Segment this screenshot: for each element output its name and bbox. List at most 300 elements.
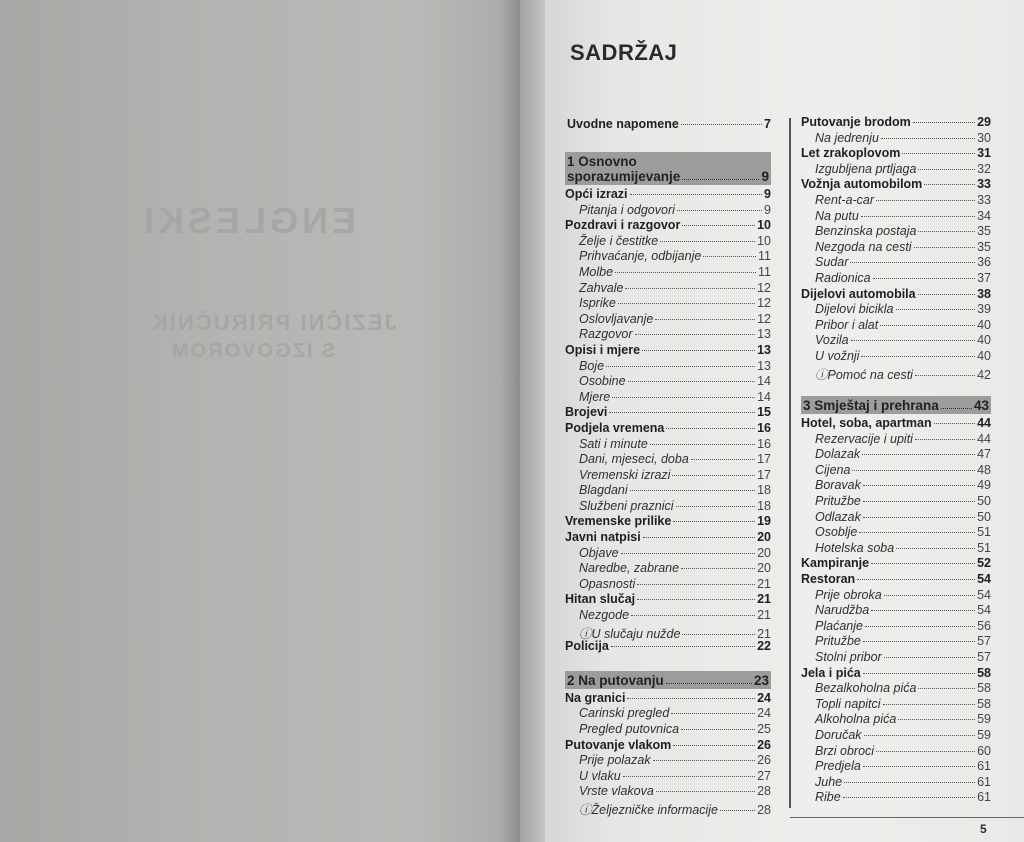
entry-page: 22 (757, 639, 771, 654)
dot-leader (627, 698, 755, 699)
entry-page: 32 (977, 161, 991, 176)
toc-section[interactable] (801, 416, 991, 432)
entry-label: Hotelska soba (815, 540, 895, 555)
chapter-heading[interactable] (565, 671, 771, 689)
toc-subsection[interactable] (801, 209, 991, 225)
entry-page: 57 (977, 634, 991, 649)
dot-leader (637, 599, 755, 600)
dot-leader (660, 241, 755, 242)
entry-label: Topli napitci (815, 696, 881, 711)
toc-subsection[interactable] (565, 390, 771, 406)
entry-label: Želje i čestitke (579, 233, 659, 248)
toc-subsection[interactable] (801, 255, 991, 271)
show-through-text: S IZGOVOROM (170, 340, 336, 362)
entry-page: 28 (757, 784, 771, 799)
dot-leader (914, 247, 976, 248)
dot-leader (606, 366, 755, 367)
dot-leader (612, 397, 755, 398)
entry-label: Rent-a-car (815, 192, 875, 207)
entry-label: Stolni pribor (815, 650, 882, 664)
entry-page: 54 (977, 572, 991, 587)
entry-page: 52 (977, 556, 991, 571)
column-divider (789, 118, 791, 808)
toc-section[interactable] (565, 421, 771, 437)
entry-page: 57 (977, 650, 991, 664)
toc-subsection[interactable] (565, 624, 771, 640)
entry-label: Službeni praznici (579, 498, 674, 513)
entry-page: 9 (764, 187, 771, 201)
toc-subsection[interactable] (801, 650, 991, 666)
dot-leader (650, 444, 755, 445)
toc-section[interactable] (565, 187, 771, 203)
entry-label: Plaćanje (815, 618, 863, 633)
dot-leader (635, 334, 756, 335)
dot-leader (884, 595, 975, 596)
entry-page: 50 (977, 494, 991, 509)
dot-leader (643, 537, 755, 538)
toc-subsection[interactable] (801, 478, 991, 494)
entry-label: Radionica (815, 270, 871, 285)
entry-page: 13 (757, 358, 771, 373)
entry-label: Prihvaćanje, odbijanje (579, 249, 702, 264)
dot-leader (676, 506, 756, 507)
toc-subsection[interactable] (565, 203, 771, 219)
entry-label: Blagdani (579, 483, 628, 498)
entry-label: Brzi obroci (815, 743, 875, 758)
entry-label: Na putu (815, 208, 859, 223)
toc-subsection[interactable] (565, 483, 771, 499)
toc-subsection[interactable] (801, 603, 991, 619)
entry-label: Nezgoda na cesti (815, 239, 912, 254)
chapter-title: 3 Smještaj i prehrana (803, 398, 939, 414)
entry-label: Vremenske prilike (565, 514, 672, 529)
section-gap (565, 655, 771, 669)
entry-label: Dijelovi automobila (801, 286, 916, 301)
toc-subsection[interactable] (801, 224, 991, 240)
toc-subsection[interactable] (565, 499, 771, 515)
entry-page: 35 (977, 239, 991, 254)
entry-page: 21 (757, 576, 771, 591)
toc-subsection[interactable] (801, 634, 991, 650)
entry-page: 34 (977, 208, 991, 223)
toc-subsection[interactable] (565, 234, 771, 250)
toc-section[interactable] (567, 117, 771, 133)
dot-leader (681, 568, 755, 569)
dot-leader (673, 745, 755, 746)
dot-leader (682, 634, 755, 635)
toc-section[interactable] (801, 556, 991, 572)
show-through-text: ENGLESKI (140, 200, 357, 241)
footer-rule (790, 817, 1024, 818)
entry-label: Pritužbe (815, 494, 861, 509)
entry-label: Oslovljavanje (579, 311, 654, 326)
dot-leader (621, 553, 755, 554)
entry-label: Alkoholna pića (815, 712, 897, 727)
dot-leader (703, 256, 756, 257)
toc-section[interactable] (801, 287, 991, 303)
dot-leader (876, 200, 975, 201)
toc-subsection[interactable] (801, 463, 991, 479)
entry-label: Prije obroka (815, 587, 882, 602)
dot-leader (864, 735, 976, 736)
entry-page: 44 (977, 431, 991, 446)
toc-subsection[interactable] (801, 541, 991, 557)
entry-page: 56 (977, 618, 991, 633)
entry-page: 38 (977, 286, 991, 301)
entry-label: U vožnji (815, 348, 860, 363)
entry-page: 30 (977, 130, 991, 145)
entry-label: Hotel, soba, apartman (801, 416, 932, 431)
entry-label: Cijena (815, 462, 851, 477)
entry-page: 54 (977, 603, 991, 618)
dot-leader (671, 713, 755, 714)
entry-page: 19 (757, 514, 771, 529)
entry-label: Zahvale (579, 280, 624, 295)
entry-label: Policija (565, 639, 609, 654)
toc-subsection[interactable] (801, 697, 991, 713)
toc-subsection[interactable] (801, 302, 991, 318)
entry-label: Carinski pregled (579, 706, 670, 721)
entry-label: U vlaku (579, 768, 621, 783)
dot-leader (655, 319, 755, 320)
dot-leader (682, 179, 759, 180)
toc-subsection[interactable] (801, 240, 991, 256)
entry-page: 10 (757, 218, 771, 233)
toc-subsection[interactable] (801, 193, 991, 209)
entry-page: 14 (757, 374, 771, 389)
entry-page: 31 (977, 146, 991, 161)
toc-subsection[interactable] (565, 249, 771, 265)
toc-subsection[interactable] (801, 349, 991, 365)
toc-subsection[interactable] (801, 494, 991, 510)
dot-leader (851, 340, 976, 341)
entry-page: 35 (977, 224, 991, 239)
entry-label: Molbe (579, 264, 614, 279)
chapter-title-line1: 1 Osnovno (567, 154, 637, 169)
toc-section[interactable] (565, 738, 771, 754)
entry-page: 29 (977, 115, 991, 129)
chapter-heading[interactable] (801, 396, 991, 414)
toc-subsection[interactable] (565, 296, 771, 312)
toc-subsection[interactable] (801, 318, 991, 334)
toc-section[interactable] (565, 514, 771, 530)
book-gutter (500, 0, 545, 842)
entry-page: 58 (977, 681, 991, 696)
entry-page: 20 (757, 545, 771, 560)
dot-leader (918, 688, 975, 689)
toc-section[interactable] (565, 592, 771, 608)
entry-page: 48 (977, 462, 991, 477)
chapter-page: 9 (761, 169, 769, 184)
dot-leader (884, 657, 975, 658)
toc-subsection[interactable] (801, 712, 991, 728)
entry-page: 50 (977, 509, 991, 524)
entry-page: 51 (977, 540, 991, 555)
dot-leader (666, 683, 752, 684)
entry-page: 24 (757, 690, 771, 705)
dot-leader (630, 194, 763, 195)
entry-label: Ribe (815, 790, 841, 805)
dot-leader (630, 490, 755, 491)
entry-page: 51 (977, 525, 991, 540)
dot-leader (896, 548, 975, 549)
entry-label: Hitan slučaj (565, 592, 636, 607)
entry-label: Kampiranje (801, 556, 870, 571)
toc-subsection[interactable] (565, 327, 771, 343)
entry-label: Javni natpisi (565, 530, 641, 545)
entry-label: Razgovor (579, 327, 633, 342)
entry-label: Opisi i mjere (565, 342, 641, 357)
entry-label: Na granici (565, 690, 626, 705)
entry-page: 39 (977, 302, 991, 317)
entry-label: Sudar (815, 255, 849, 270)
toc-subsection[interactable] (801, 131, 991, 147)
entry-page: 10 (757, 233, 771, 248)
toc-subsection[interactable] (565, 561, 771, 577)
dot-leader (915, 439, 975, 440)
dot-leader (915, 375, 975, 376)
toc-section[interactable] (565, 343, 771, 359)
entry-label: ⓘU slučaju nužde (579, 626, 681, 641)
entry-page: 28 (757, 802, 771, 817)
entry-page: 13 (757, 327, 771, 342)
entry-page: 59 (977, 727, 991, 742)
entry-label: Podjela vremena (565, 420, 665, 435)
dot-leader (628, 381, 756, 382)
toc-subsection[interactable] (801, 162, 991, 178)
entry-label: Na jedrenju (815, 130, 879, 145)
dot-leader (863, 485, 975, 486)
toc-subsection[interactable] (565, 608, 771, 624)
chapter-heading[interactable] (565, 152, 771, 185)
dot-leader (918, 169, 975, 170)
toc-subsection[interactable] (801, 619, 991, 635)
toc-subsection[interactable] (801, 447, 991, 463)
entry-page: 54 (977, 587, 991, 602)
entry-label: Pitanja i odgovori (579, 202, 675, 217)
chapter-title: 2 Na putovanju (567, 672, 664, 688)
dot-leader (642, 350, 755, 351)
entry-page: 25 (757, 722, 771, 736)
dot-leader (873, 278, 976, 279)
toc-subsection[interactable] (801, 681, 991, 697)
toc-section[interactable] (565, 405, 771, 421)
entry-label: Naredbe, zabrane (579, 561, 680, 576)
entry-page: 60 (977, 743, 991, 758)
toc-subsection[interactable] (801, 365, 991, 381)
toc-section[interactable] (801, 146, 991, 162)
toc-subsection[interactable] (565, 577, 771, 593)
entry-label: Bezalkoholna pića (815, 681, 917, 696)
dot-leader (857, 579, 975, 580)
toc-subsection[interactable] (565, 359, 771, 375)
toc-subsection[interactable] (801, 333, 991, 349)
toc-section[interactable] (565, 691, 771, 707)
page-number: 5 (980, 822, 987, 836)
entry-page: 59 (977, 712, 991, 727)
entry-label: Pribor i alat (815, 317, 879, 332)
entry-page: 14 (757, 389, 771, 404)
toc-subsection[interactable] (565, 374, 771, 390)
entry-label: Restoran (801, 572, 856, 587)
dot-leader (681, 124, 762, 125)
dot-leader (611, 646, 755, 647)
entry-page: 61 (977, 790, 991, 805)
toc-subsection[interactable] (565, 546, 771, 562)
dot-leader (902, 153, 975, 154)
dot-leader (653, 760, 756, 761)
entry-label: Predjela (815, 759, 861, 774)
entry-label: Opasnosti (579, 576, 636, 591)
toc-subsection[interactable] (801, 790, 991, 806)
toc-section[interactable] (801, 115, 991, 131)
dot-leader (861, 356, 975, 357)
entry-page: 16 (757, 420, 771, 435)
entry-label: Prije polazak (579, 753, 651, 768)
toc-subsection[interactable] (801, 271, 991, 287)
dot-leader (844, 782, 975, 783)
entry-page: 58 (977, 696, 991, 711)
toc-section[interactable] (801, 572, 991, 588)
entry-label: Odlazak (815, 509, 861, 524)
entry-page: 33 (977, 177, 991, 192)
entry-label: Boravak (815, 478, 861, 493)
toc-subsection[interactable] (801, 525, 991, 541)
chapter-title (567, 154, 680, 184)
toc-subsection[interactable] (801, 744, 991, 760)
entry-label: Narudžba (815, 603, 870, 618)
toc-subsection[interactable] (801, 588, 991, 604)
dot-leader (666, 428, 755, 429)
toc-subsection[interactable] (565, 468, 771, 484)
dot-leader (861, 216, 975, 217)
toc-subsection[interactable] (565, 312, 771, 328)
toc-subsection[interactable] (801, 775, 991, 791)
toc-subsection[interactable] (565, 753, 771, 769)
toc-subsection[interactable] (801, 510, 991, 526)
entry-page: 18 (757, 498, 771, 513)
toc-subsection[interactable] (565, 265, 771, 281)
dot-leader (880, 325, 975, 326)
dot-leader (720, 810, 755, 811)
entry-label: Pritužbe (815, 634, 861, 649)
entry-label: Benzinska postaja (815, 224, 917, 239)
dot-leader (618, 303, 755, 304)
chapter-page: 23 (753, 672, 769, 688)
toc-section[interactable] (565, 530, 771, 546)
intro-entry (567, 117, 771, 133)
chapter-title-line2: sporazumijevanje (567, 169, 681, 184)
toc-subsection[interactable] (565, 706, 771, 722)
dot-leader (896, 309, 976, 310)
entry-page: 47 (977, 447, 991, 462)
toc-subsection[interactable] (801, 728, 991, 744)
entry-label: Nezgode (579, 608, 630, 623)
show-through-text: JEZIČNI PRIRUČNIK (150, 310, 397, 335)
page-title: SADRŽAJ (570, 40, 678, 65)
entry-page: 21 (757, 592, 771, 607)
toc-subsection[interactable] (801, 759, 991, 775)
dot-leader (631, 615, 755, 616)
entry-page: 13 (757, 342, 771, 357)
toc-subsection[interactable] (565, 769, 771, 785)
toc-subsection[interactable] (565, 281, 771, 297)
entry-page: 21 (757, 626, 771, 641)
toc-subsection[interactable] (565, 784, 771, 800)
entry-label: Doručak (815, 727, 862, 742)
entry-page: 26 (757, 753, 771, 768)
toc-subsection[interactable] (565, 800, 771, 816)
entry-label: Pozdravi i razgovor (565, 218, 681, 233)
toc-subsection[interactable] (801, 432, 991, 448)
dot-leader (682, 225, 755, 226)
entry-page: 18 (757, 483, 771, 498)
entry-page: 17 (757, 452, 771, 467)
entry-label: Isprike (579, 296, 616, 311)
entry-page: 12 (757, 296, 771, 311)
dot-leader (876, 751, 975, 752)
dot-leader (623, 776, 755, 777)
dot-leader (863, 641, 975, 642)
dot-leader (862, 454, 975, 455)
dot-leader (656, 791, 755, 792)
entry-page: 36 (977, 255, 991, 270)
dot-leader (863, 517, 975, 518)
entry-page: 37 (977, 270, 991, 285)
dot-leader (941, 408, 972, 409)
dot-leader (625, 288, 755, 289)
entry-label: Putovanje brodom (801, 115, 911, 129)
entry-page: 61 (977, 774, 991, 789)
toc-section[interactable] (801, 177, 991, 193)
toc-subsection[interactable] (565, 437, 771, 453)
entry-label: Let zrakoplovom (801, 146, 901, 161)
entry-label: Vremenski izrazi (579, 467, 671, 482)
entry-label: Rezervacije i upiti (815, 431, 913, 446)
entry-page: 33 (977, 192, 991, 207)
entry-page: 61 (977, 759, 991, 774)
toc-subsection[interactable] (565, 452, 771, 468)
entry-page: 58 (977, 665, 991, 680)
toc-subsection[interactable] (565, 722, 771, 738)
entry-label: Mjere (579, 389, 611, 404)
entry-page: 16 (757, 436, 771, 451)
entry-label: Putovanje vlakom (565, 737, 672, 752)
entry-page: 7 (764, 117, 771, 131)
entry-label: ⓘŽeljezničke informacije (579, 802, 718, 817)
entry-page: 11 (758, 264, 771, 279)
dot-leader (843, 797, 975, 798)
dot-leader (863, 766, 975, 767)
dot-leader (615, 272, 756, 273)
toc-column-1 (565, 150, 771, 816)
entry-page: 9 (764, 202, 771, 217)
dot-leader (918, 231, 975, 232)
toc-section[interactable] (565, 218, 771, 234)
entry-label: Uvodne napomene (567, 117, 679, 131)
entry-page: 49 (977, 478, 991, 493)
dot-leader (934, 423, 976, 424)
entry-page: 11 (758, 249, 771, 264)
dot-leader (691, 459, 755, 460)
dot-leader (924, 184, 975, 185)
entry-label: Pregled putovnica (579, 722, 680, 736)
entry-label: Osobine (579, 374, 626, 389)
dot-leader (681, 729, 755, 730)
toc-section[interactable] (801, 666, 991, 682)
entry-label: Brojevi (565, 405, 608, 420)
entry-label: Vožnja automobilom (801, 177, 923, 192)
